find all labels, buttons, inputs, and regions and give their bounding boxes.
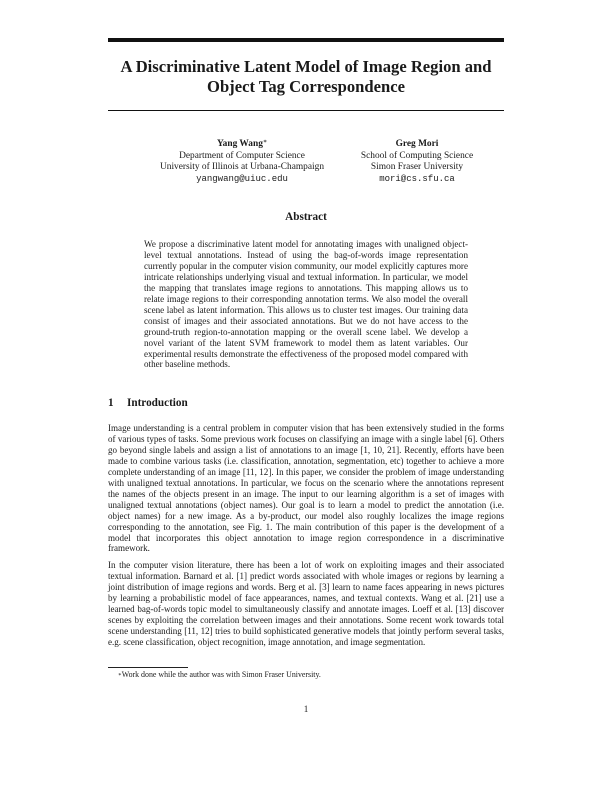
- author-block-2: [337, 139, 497, 185]
- author-block-1: [150, 139, 334, 185]
- abstract-text: We propose a discriminative latent model for annotating images with unaligned object-level textual annotations. Instead of using the bag-of-words image representation currently popular in the computer vision community, our model explicitly captures more intricate relationships underlying visual and textual information. In particular, we model the mapping that translates image regions to annotations. This mapping allows us to relate image regions to their corresponding annotation terms. We also model the overall scene label as latent information. This allows us to cluster test images. Our training data consist of images and their associated annotations. But we do not have access to the ground-truth region-to-annotation mapping or the overall scene label. We develop a novel variant of the latent SVM framework to model them as latent variables. Our experimental results demonstrate the effectiveness of the proposed model compared with other baseline methods.: [144, 239, 468, 370]
- author-institution: University of Illinois at Urbana-Champaign: [159, 162, 325, 172]
- author-institution: Simon Fraser University: [370, 162, 464, 172]
- section-title: Introduction: [127, 397, 188, 409]
- paper-title: A Discriminative Latent Model of Image Region and Object Tag Correspondence: [120, 57, 492, 96]
- author-email: yangwang@uiuc.edu: [196, 173, 288, 184]
- section-heading: [108, 397, 188, 409]
- title-bottom-rule: [108, 110, 504, 111]
- footnote-marker: ∗: [262, 139, 268, 145]
- author-department: Department of Computer Science: [179, 150, 305, 161]
- body-paragraph: In the computer vision literature, there has been a lot of work on exploiting images and their associated textual information. Barnard et al. [1] predict words associated with whole images or regions by learning a joint distribution of image regions and words. Berg et al. [3] learn to name faces appearing in news pictures by learning a probabilistic model of face appearances, names, and textual contexts. Wang et al. [21] use a learned bag-of-words topic model to simultaneously classify and annotate images. Loeff et al. [13] discover scenes by exploiting the correlation between images and their annotations. Some recent work towards total scene understanding [11, 12] tries to build sophisticated generative models that jointly perform several tasks, e.g. scene classification, object recognition, image annotation, and image segmentation.: [108, 560, 504, 647]
- body-paragraph: Image understanding is a central problem in computer vision that has been extensively studied in the forms of various types of tasks. Some previous work focuses on classifying an image with a single label [6]. Others go beyond single labels and assign a list of annotations to an image [1, 10, 21]. Recently, efforts have been made to combine various tasks (i.e. classification, annotation, segmentation, etc) together to achieve a more complete understanding of an image [11, 12]. In this paper, we consider the problem of image understanding with unaligned textual annotations. In particular, we focus on the scenario where the annotations represent the names of the objects present in an image. The input to our learning algorithm is a set of images with unaligned textual annotations (object names). Our goal is to learn a model to predict the annotation (i.e. object names) for a new image. As a by-product, our model also roughly localizes the image regions corresponding to the annotation, see Fig. 1. The main contribution of this paper is the development of a model that incorporates this object annotation to image region correspondence in a discriminative framework.: [108, 423, 504, 554]
- author-department: School of Computing Science: [360, 150, 474, 161]
- footnote-text: Work done while the author was with Simon Fraser University.: [121, 670, 321, 679]
- footnote-mark: ∗: [118, 672, 122, 678]
- footnote: [118, 670, 321, 680]
- author-name: Yang Wang∗: [216, 139, 268, 149]
- title-top-rule: [108, 38, 504, 42]
- page-number: 1: [303, 704, 309, 714]
- abstract-heading: Abstract: [285, 211, 327, 223]
- author-email: mori@cs.sfu.ca: [379, 173, 455, 184]
- section-number: 1: [108, 397, 114, 409]
- footnote-rule: [108, 667, 188, 668]
- author-name: Greg Mori: [395, 139, 439, 149]
